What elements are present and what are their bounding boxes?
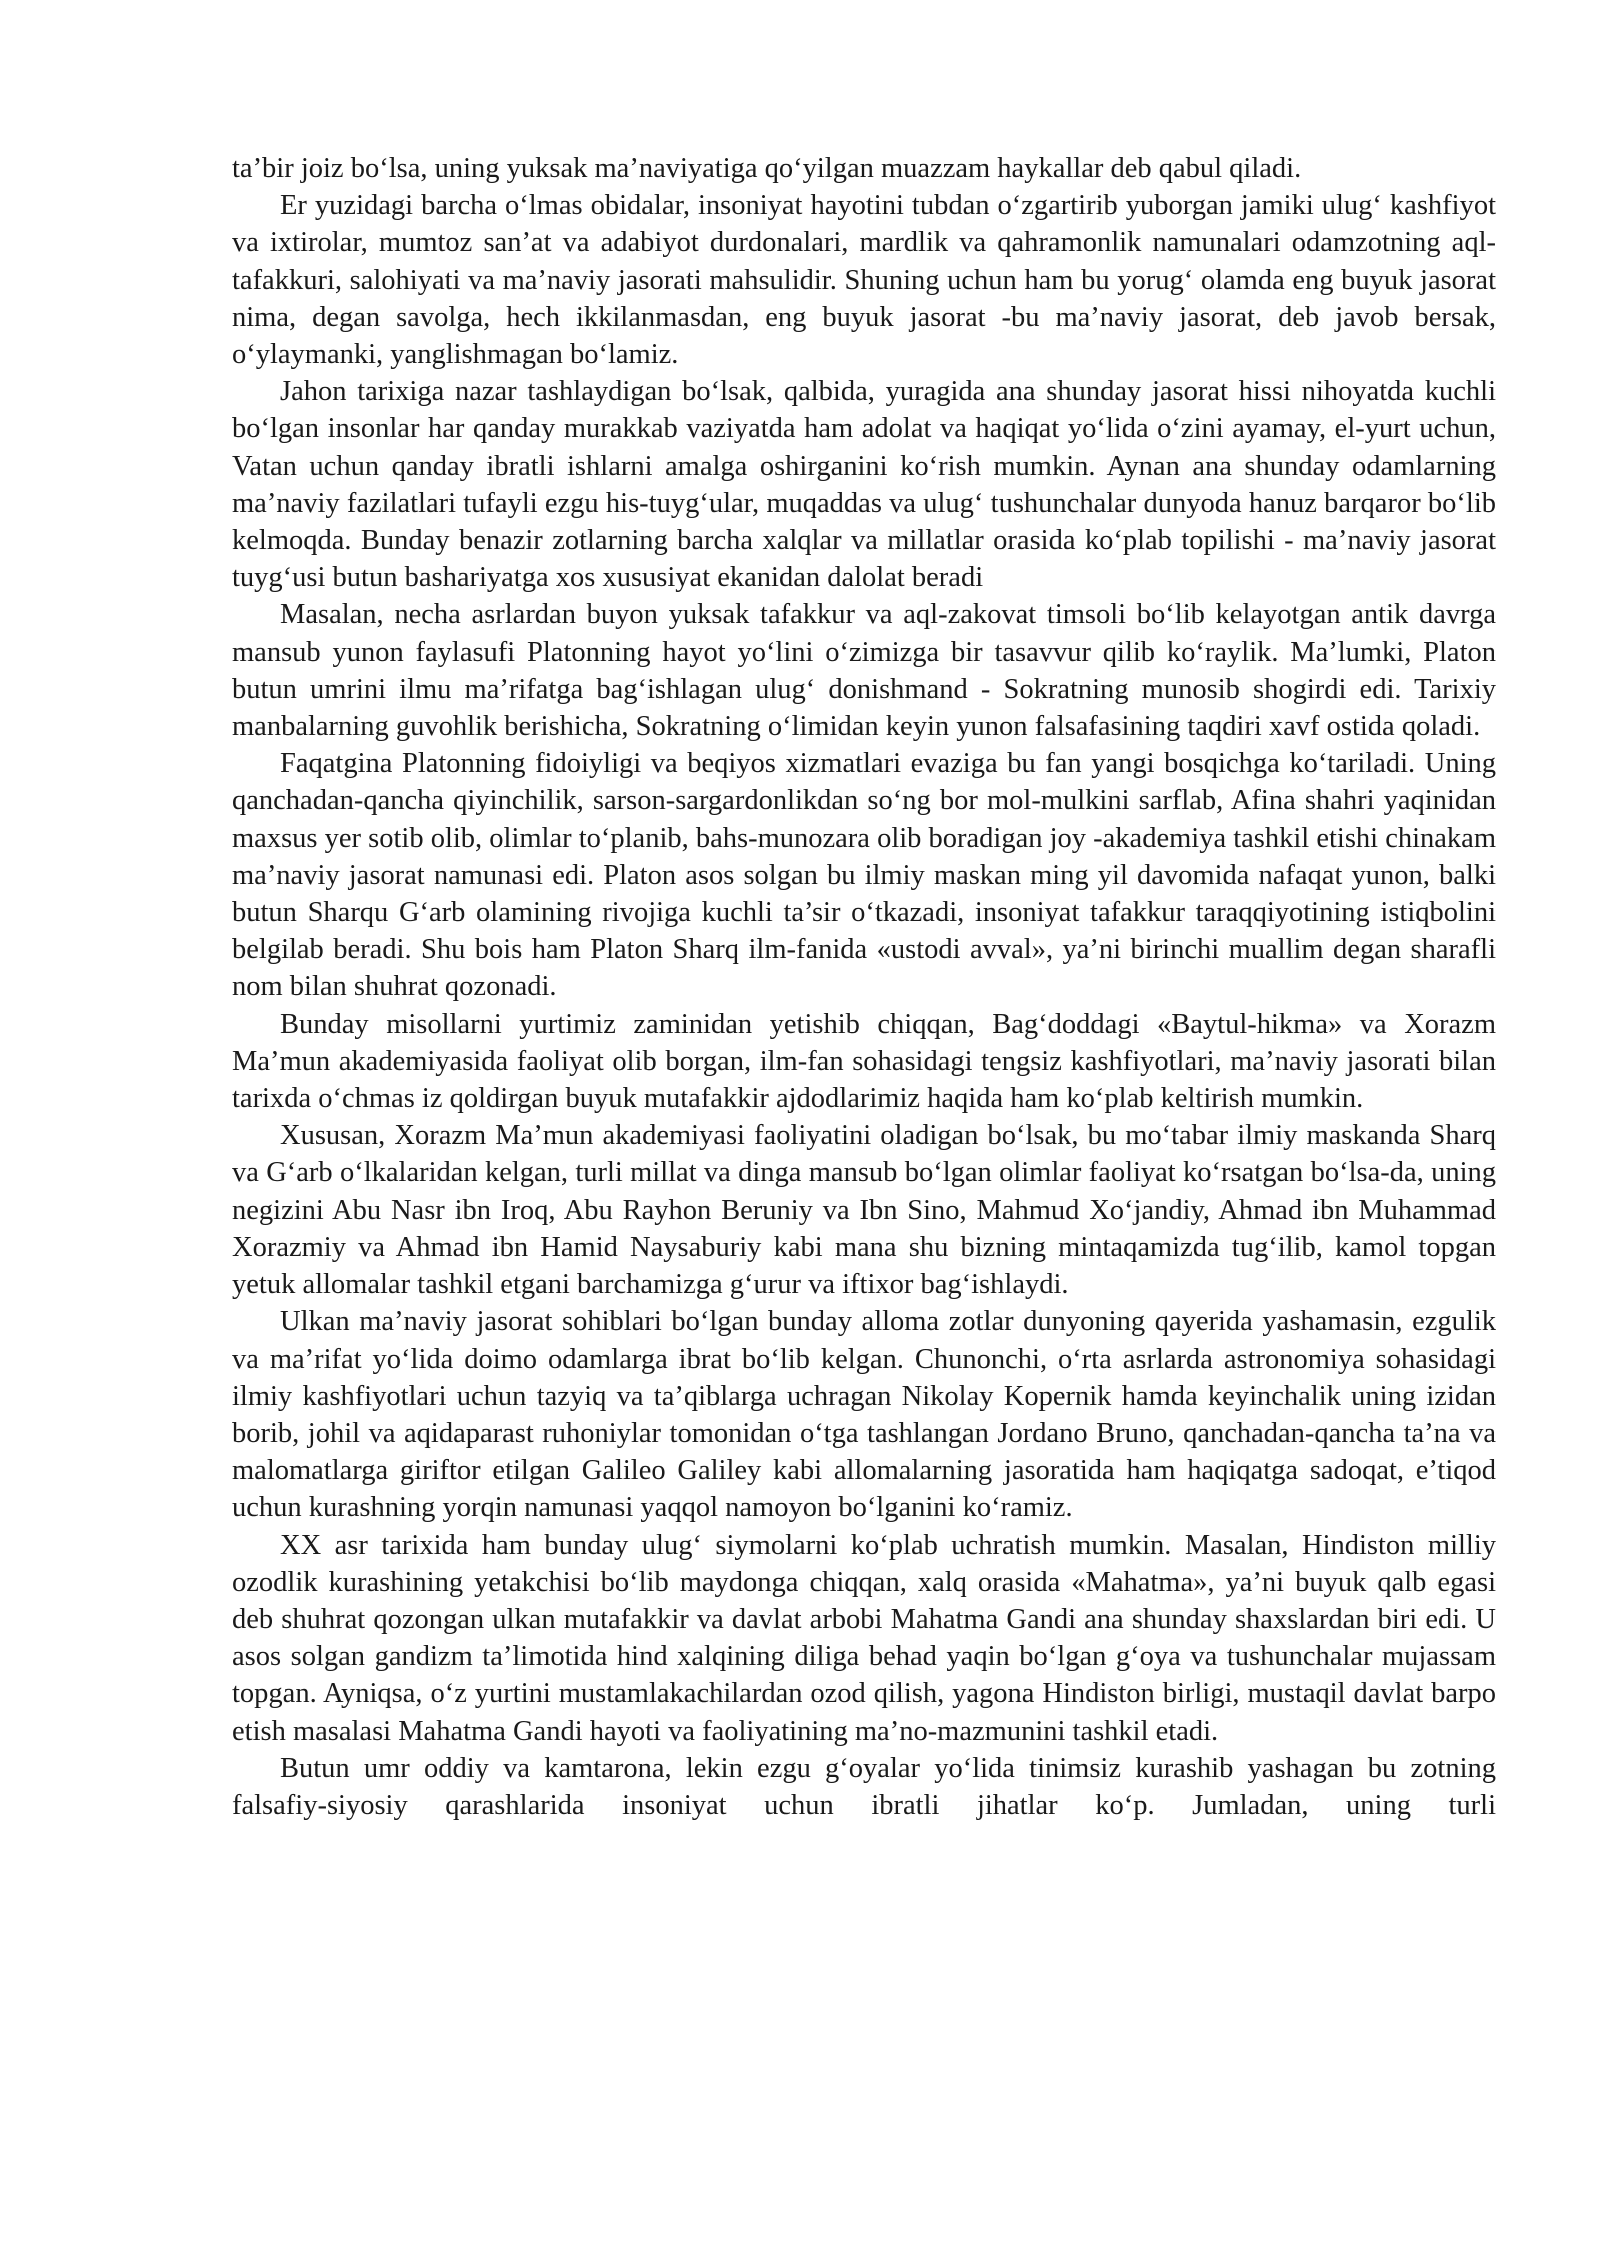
paragraph-continuation: ta’bir joiz bo‘lsa, uning yuksak ma’naviyatiga qo‘yilgan muazzam haykallar deb qabul qiladi.: [232, 153, 1302, 184]
paragraph: Faqatgina Platonning fidoiyligi va beqiyos xizmatlari evaziga bu fan yangi bosqichga ko‘tariladi. Uning qanchadan-qancha qiyinchilik, sarson-sargardonlikdan so‘ng bor mol-mulkini sarflab, Afina shahri yaqinidan maxsus yer sotib olib, olimlar to‘planib, bahs-munozara olib boradigan joy -akademiya tashkil etishi chinakam ma’naviy jasorat namunasi edi. Platon asos solgan bu ilmiy maskan ming yil davomida nafaqat yunon, balki butun Sharqu G‘arb olamining rivojiga kuchli ta’sir o‘tkazadi, insoniyat tafakkur taraqqiyotining istiqbolini belgilab beradi. Shu bois ham Platon Sharq ilm-fanida «ustodi avval», ya’ni birinchi muallim degan sharafli nom bilan shuhrat qozonadi.: [232, 748, 1496, 1003]
paragraph: Masalan, necha asrlardan buyon yuksak tafakkur va aql-zakovat timsoli bo‘lib kelayotgan antik davrga mansub yunon faylasufi Platonning hayot yo‘lini o‘zimizga bir tasavvur qilib ko‘raylik. Ma’lumki, Platon butun umrini ilmu ma’rifatga bag‘ishlagan ulug‘ donishmand - Sokratning munosib shogirdi edi. Tarixiy manbalarning guvohlik berishicha, Sokratning o‘limidan keyin yunon falsafasining taqdiri xavf ostida qoladi.: [232, 599, 1496, 743]
paragraph: Bunday misollarni yurtimiz zaminidan yetishib chiqqan, Bag‘doddagi «Baytul-hikma» va Xorazm Ma’mun akademiyasida faoliyat olib borgan, ilm-fan sohasidagi tengsiz kashfiyotlari, ma’naviy jasorati bilan tarixda o‘chmas iz qoldirgan buyuk mutafakkir ajdodlarimiz haqida ham ko‘plab keltirish mumkin.: [232, 1008, 1496, 1115]
paragraph: Ulkan ma’naviy jasorat sohiblari bo‘lgan bunday alloma zotlar dunyoning qayerida yashamasin, ezgulik va ma’rifat yo‘lida doimo odamlarga ibrat bo‘lib kelgan. Chunonchi, o‘rta asrlarda astronomiya sohasidagi ilmiy kashfiyotlari uchun tazyiq va ta’qiblarga uchragan Nikolay Kopernik hamda keyinchalik uning izidan borib, johil va aqidaparast ruhoniylar tomonidan o‘tga tashlangan Jordano Bruno, qanchadan-qancha ta’na va malomatlarga giriftor etilgan Galileo Galiley kabi allomalarning jasoratida ham haqiqatga sadoqat, e’tiqod uchun kurashning yorqin namunasi yaqqol namoyon bo‘lganini ko‘ramiz.: [232, 1306, 1496, 1524]
paragraph-continues: Butun umr oddiy va kamtarona, lekin ezgu g‘oyalar yo‘lida tinimsiz kurashib yashagan bu zotning falsafiy-siyosiy qarashlarida insoniyat uchun ibratli jihatlar ko‘p. Jumladan, uning turli: [232, 1752, 1496, 1821]
paragraph: Jahon tarixiga nazar tashlaydigan bo‘lsak, qalbida, yuragida ana shunday jasorat hissi nihoyatda kuchli bo‘lgan insonlar har qanday murakkab vaziyatda ham adolat va haqiqat yo‘lida o‘zini ayamay, el-yurt uchun, Vatan uchun qanday ibratli ishlarni amalga oshirganini ko‘rish mumkin. Aynan ana shunday odamlarning ma’naviy fazilatlari tufayli ezgu his-tuyg‘ular, muqaddas va ulug‘ tushunchalar dunyoda hanuz barqaror bo‘lib kelmoqda. Bunday benazir zotlarning barcha xalqlar va millatlar orasida ko‘plab topilishi - ma’naviy jasorat tuyg‘usi butun bashariyatga xos xususiyat ekanidan dalolat beradi: [232, 376, 1496, 594]
paragraph: Xususan, Xorazm Ma’mun akademiyasi faoliyatini oladigan bo‘lsak, bu mo‘tabar ilmiy maskanda Sharq va G‘arb o‘lkalaridan kelgan, turli millat va dinga mansub bo‘lgan olimlar faoliyat ko‘rsatgan bo‘lsa-da, uning negizini Abu Nasr ibn Iroq, Abu Rayhon Beruniy va Ibn Sino, Mahmud Xo‘jandiy, Ahmad ibn Muhammad Xorazmiy va Ahmad ibn Hamid Naysaburiy kabi mana shu bizning mintaqamizda tug‘ilib, kamol topgan yetuk allomalar tashkil etgani barchamizga g‘urur va iftixor bag‘ishlaydi.: [232, 1120, 1496, 1301]
document-page: [232, 150, 1496, 1824]
paragraph: XX asr tarixida ham bunday ulug‘ siymolarni ko‘plab uchratish mumkin. Masalan, Hindiston milliy ozodlik kurashining yetakchisi bo‘lib maydonga chiqqan, xalq orasida «Mahatma», ya’ni buyuk qalb egasi deb shuhrat qozongan ulkan mutafakkir va davlat arbobi Mahatma Gandi ana shunday shaxslardan biri edi. U asos solgan gandizm ta’limotida hind xalqining diliga behad yaqin bo‘lgan g‘oya va tushunchalar mujassam topgan. Ayniqsa, o‘z yurtini mustamlakachilardan ozod qilish, yagona Hindiston birligi, mustaqil davlat barpo etish masalasi Mahatma Gandi hayoti va faoliyatining ma’no-mazmunini tashkil etadi.: [232, 1529, 1496, 1747]
paragraph: Er yuzidagi barcha o‘lmas obidalar, insoniyat hayotini tubdan o‘zgartirib yuborgan jamiki ulug‘ kashfiyot va ixtirolar, mumtoz san’at va adabiyot durdonalari, mardlik va qahramonlik namunalari odamzotning aql-tafakkuri, salohiyati va ma’naviy jasorati mahsulidir. Shuning uchun ham bu yorug‘ olamda eng buyuk jasorat nima, degan savolga, hech ikkilanmasdan, eng buyuk jasorat -bu ma’naviy jasorat, deb javob bersak, o‘ylaymanki, yanglishmagan bo‘lamiz.: [232, 190, 1496, 371]
